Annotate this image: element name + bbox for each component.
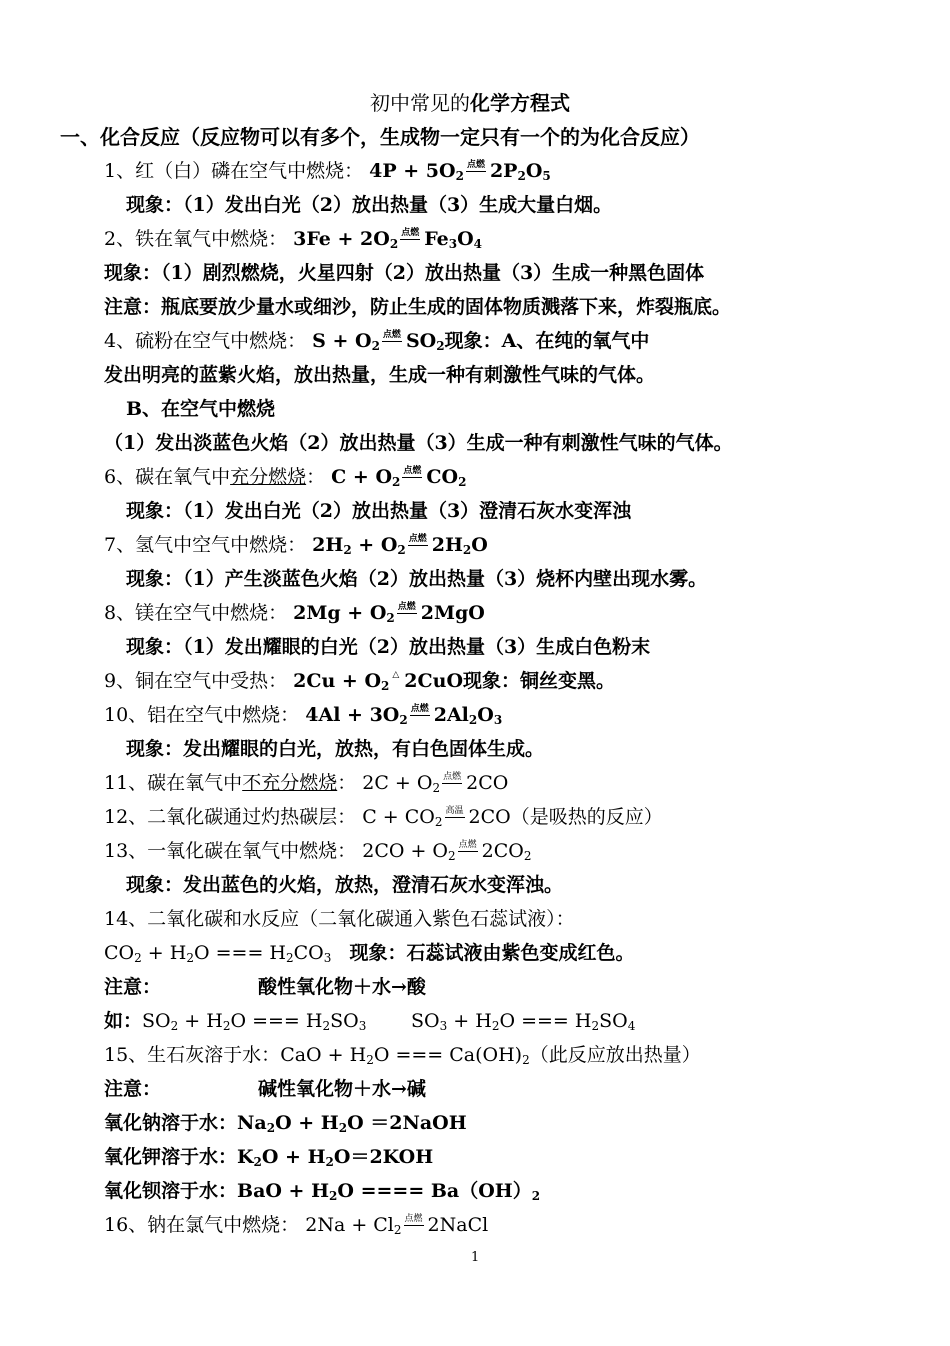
phenomenon: B、在空气中燃烧 xyxy=(126,398,276,420)
phenomenon: 现象：（1）发出耀眼的白光（2）放出热量（3）生成白色粉末 xyxy=(126,636,651,658)
condition-ignite: 点燃 xyxy=(410,704,429,714)
phenomenon: 现象：（1）剧烈燃烧，火星四射（2）放出热量（3）生成一种黑色固体 xyxy=(104,262,705,284)
page-number: 1 xyxy=(471,1250,480,1265)
reaction-label: 13、一氧化碳在氧气中燃烧： xyxy=(104,840,357,862)
barium-oxide-reaction: 氧化钡溶于水：BaO + $H_2O$ ==== $Ba(OH)_2$ xyxy=(104,1180,541,1203)
note-label: 注意： xyxy=(104,976,162,998)
page-title xyxy=(370,90,570,116)
colon: ： xyxy=(337,772,357,794)
equation: $2CO + O_2$点燃 $2CO_2$ xyxy=(362,840,532,863)
equation: $2C + O_2$点燃 2CO xyxy=(362,772,509,795)
equation: $3Fe + 2O_2$点燃 $Fe_3O_4$ xyxy=(293,228,483,251)
note: 注意：瓶底要放少量水或细沙，防止生成的固体物质溅落下来，炸裂瓶底。 xyxy=(104,296,732,318)
reaction-8 xyxy=(104,600,485,626)
reaction-13 xyxy=(104,838,532,864)
reaction-4 xyxy=(104,328,649,354)
reaction-label: 6、碳在氧气中 xyxy=(104,466,231,488)
title-bold: 化学方程式 xyxy=(470,91,570,115)
reaction-15 xyxy=(104,1042,701,1068)
title-normal: 初中常见的 xyxy=(370,91,470,115)
condition-ignite: 点燃 xyxy=(443,772,462,782)
note-label: 注意： xyxy=(104,1078,162,1100)
condition-ignite: 点燃 xyxy=(408,534,427,544)
section-heading: 一、化合反应（反应物可以有多个，生成物一定只有一个的为化合反应） xyxy=(60,125,700,149)
equation: $4Al + 3O_2$点燃 $2Al_2O_3$ xyxy=(305,704,503,727)
reaction-9 xyxy=(104,668,615,694)
condition-heat: △ xyxy=(392,670,400,680)
remark: （此反应放出热量） xyxy=(529,1044,701,1066)
reaction-label: 9、铜在空气中受热： xyxy=(104,670,288,692)
condition-ignite: 点燃 xyxy=(404,1214,423,1224)
equation: $SO_3 + H_2O$ === $H_2SO_4$ xyxy=(411,1010,636,1033)
reaction-14-equation xyxy=(104,940,635,966)
equation: $SO_2 + H_2O$ === $H_2SO_3$ xyxy=(142,1010,367,1033)
underlined-text: 不充分燃烧 xyxy=(242,772,338,794)
equation: $2Cu + O_2\triangle$ 2CuO xyxy=(293,670,463,693)
reaction-label: 1、红（白）磷在空气中燃烧： xyxy=(104,160,364,182)
reaction-16 xyxy=(104,1212,488,1238)
reaction-10 xyxy=(104,702,502,728)
phenomenon: 现象：发出蓝色的火焰，放热，澄清石灰水变浑浊。 xyxy=(126,874,564,896)
phenomenon: 现象：（1）发出白光（2）放出热量（3）澄清石灰水变浑浊 xyxy=(126,500,632,522)
reaction-label: 10、铝在空气中燃烧： xyxy=(104,704,300,726)
equation: $CO_2 + H_2O$ === $H_2CO_3$ xyxy=(104,942,332,965)
example-label: 如： xyxy=(104,1010,143,1032)
note-rule: 碱性氧化物＋水→碱 xyxy=(258,1078,426,1100)
phenomenon: 现象：石蕊试液由紫色变成红色。 xyxy=(349,942,635,964)
phenomenon: （1）发出淡蓝色火焰（2）放出热量（3）生成一种有刺激性气味的气体。 xyxy=(104,432,733,454)
equation: $C + O_2$点燃 $CO_2$ xyxy=(331,466,467,489)
condition-high-temp: 高温 xyxy=(445,806,464,816)
potassium-oxide-reaction: 氧化钾溶于水：$K_2O + H_2O=2KOH$ xyxy=(104,1146,434,1169)
equation: $4P + 5O_2$点燃 $2P_2O_5$ xyxy=(369,160,551,183)
equation: $2H_2 + O_2$点燃 $2H_2O$ xyxy=(312,534,488,557)
underlined-text: 充分燃烧 xyxy=(230,466,307,488)
phenomenon: 发出明亮的蓝紫火焰，放出热量，生成一种有刺激性气味的气体。 xyxy=(104,364,656,386)
note-rule: 酸性氧化物＋水→酸 xyxy=(258,976,426,998)
reaction-label: 4、硫粉在空气中燃烧： xyxy=(104,330,307,352)
reaction-7 xyxy=(104,532,488,558)
reaction-11 xyxy=(104,770,508,796)
reaction-2 xyxy=(104,226,482,252)
equation: $2Na + Cl_2$点燃 2NaCl xyxy=(305,1214,489,1237)
condition-ignite: 点燃 xyxy=(466,160,485,170)
reaction-label: 7、氢气中空气中燃烧： xyxy=(104,534,307,556)
reaction-6 xyxy=(104,464,466,490)
reaction-label: 15、生石灰溶于水： xyxy=(104,1044,281,1066)
reaction-14: 14、二氧化碳和水反应（二氧化碳通入紫色石蕊试液）： xyxy=(104,908,575,930)
reaction-1 xyxy=(104,158,551,184)
phenomenon: 现象：A、在纯的氧气中 xyxy=(444,330,650,352)
reaction-label: 11、碳在氧气中 xyxy=(104,772,243,794)
phenomenon: 现象：发出耀眼的白光，放热，有白色固体生成。 xyxy=(126,738,545,760)
equation: CaO + $H_2O$ === $Ca(OH)_2$ xyxy=(280,1044,530,1067)
sodium-oxide-reaction: 氧化钠溶于水：$Na_2O + H_2O$ ＝2NaOH xyxy=(104,1112,467,1135)
equation: $2Mg + O_2$点燃 2MgO xyxy=(293,602,485,625)
condition-ignite: 点燃 xyxy=(382,330,401,340)
phenomenon: 现象：（1）产生淡蓝色火焰（2）放出热量（3）烧杯内壁出现水雾。 xyxy=(126,568,708,590)
equation: $S + O_2$点燃 $SO_2$ xyxy=(312,330,445,353)
phenomenon: 现象：（1）发出白光（2）放出热量（3）生成大量白烟。 xyxy=(126,194,613,216)
reaction-label: 16、钠在氯气中燃烧： xyxy=(104,1214,300,1236)
reaction-label: 2、铁在氧气中燃烧： xyxy=(104,228,288,250)
condition-ignite: 点燃 xyxy=(401,228,420,238)
equation: $C + CO_2$高温 2CO（是吸热的反应） xyxy=(362,806,663,829)
reaction-12 xyxy=(104,804,663,830)
colon: ： xyxy=(306,466,326,488)
reaction-label: 8、镁在空气中燃烧： xyxy=(104,602,288,624)
reaction-label: 12、二氧化碳通过灼热碳层： xyxy=(104,806,357,828)
condition-ignite: 点燃 xyxy=(458,840,477,850)
examples xyxy=(104,1008,366,1034)
condition-ignite: 点燃 xyxy=(403,466,422,476)
condition-ignite: 点燃 xyxy=(397,602,416,612)
phenomenon: 现象：铜丝变黑。 xyxy=(463,670,616,692)
